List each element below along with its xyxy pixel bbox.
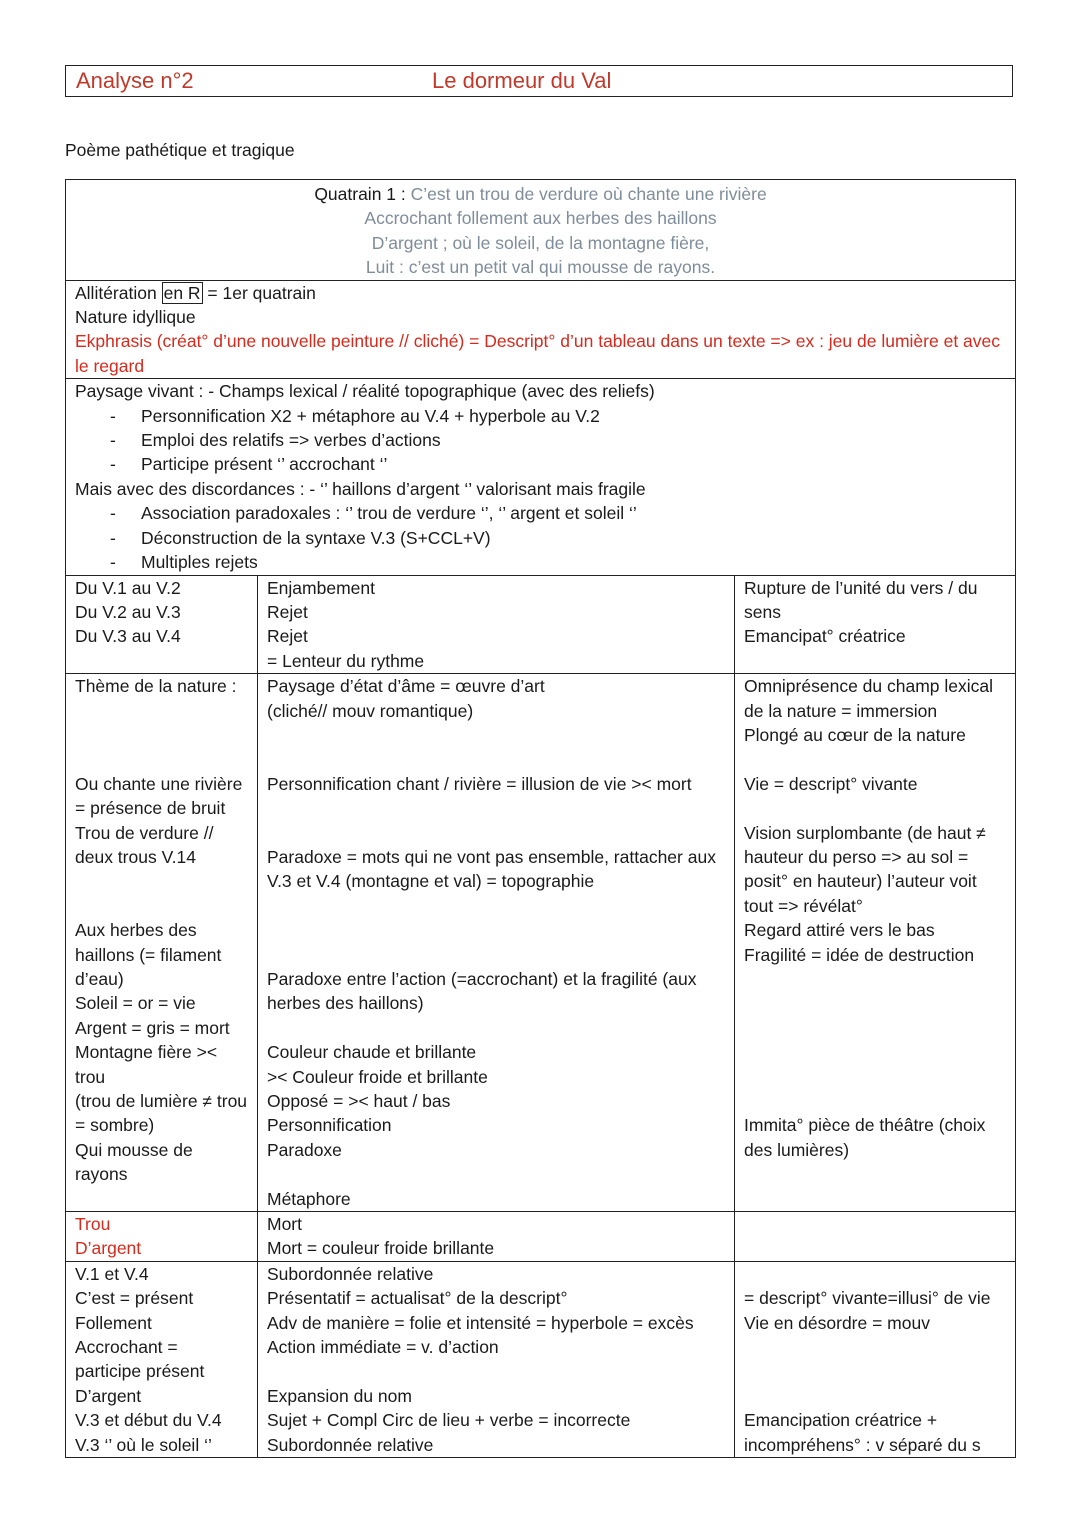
table-cell — [735, 575, 1016, 674]
list-item: - Participe présent ‘’ accrochant ‘’ — [75, 452, 1006, 476]
cell-line: = descript° vivante=illusi° de vie — [744, 1288, 991, 1309]
cell-line: Regard attiré vers le bas — [744, 920, 935, 941]
cell-line — [75, 747, 248, 771]
cell-line: Thème de la nature : — [75, 676, 237, 697]
cell-line — [267, 821, 725, 845]
table-cell — [735, 1211, 1016, 1261]
landscape-list-2 — [75, 501, 1006, 574]
cell-line — [744, 747, 1006, 771]
subtitle: Poème pathétique et tragique — [65, 140, 295, 160]
cell-line — [267, 894, 725, 918]
figures-row — [66, 280, 1016, 379]
table-cell — [66, 575, 258, 674]
cell-line: V.3 ‘’ où le soleil ‘’ — [75, 1434, 212, 1455]
cell-line: Paradoxe — [267, 1139, 342, 1160]
cell-line: Qui mousse de rayons — [75, 1139, 193, 1185]
cell-line — [267, 1162, 725, 1186]
cell-line: (trou de lumière ≠ trou = sombre) — [75, 1090, 248, 1136]
quatrain-line-1: C’est un trou de verdure où chante une rivière — [410, 184, 767, 204]
cell-line: (cliché// mouv romantique) — [267, 700, 474, 721]
cell-line — [267, 723, 725, 747]
cell-line — [267, 1359, 725, 1383]
cell-line: Rupture de l’unité du vers / du sens — [744, 577, 978, 622]
cell-line — [744, 1359, 1006, 1383]
cell-line: Aux herbes des haillons (= filament d’eau) — [75, 920, 222, 989]
quatrain-line-4: Luit : c’est un petit val qui mousse de rayons. — [365, 257, 716, 278]
cell-line: Paradoxe = mots qui ne vont pas ensemble, rattacher aux V.3 et V.4 (montagne et val) = topographie — [267, 846, 716, 892]
list-item: - Personnification X2 + métaphore au V.4 + hyperbole au V.2 — [75, 404, 1006, 428]
cell-line — [267, 1016, 725, 1040]
cell-line: Vie = descript° vivante — [744, 773, 918, 794]
cell-line: Présentatif = actualisat° de la descript° — [267, 1288, 568, 1309]
discordances-line: Mais avec des discordances : - ‘’ haillons d’argent ‘’ valorisant mais fragile — [75, 478, 646, 499]
cell-line — [744, 967, 1006, 991]
table-cell — [66, 674, 258, 1212]
cell-line: D’argent — [75, 1238, 142, 1259]
alliteration-sound: en R — [163, 282, 201, 303]
cell-line: Trou de verdure // deux trous V.14 — [75, 822, 214, 867]
table-cell — [66, 1261, 258, 1457]
quatrain-row — [66, 180, 1016, 281]
landscape-list-1 — [75, 404, 1006, 477]
landscape-cell — [66, 379, 1016, 575]
cell-line: Soleil = or = vie — [75, 993, 196, 1014]
cell-line: D’argent — [75, 1385, 142, 1406]
cell-line — [267, 918, 725, 942]
table-cell — [735, 674, 1016, 1212]
cell-line: Opposé = >< haut / bas — [267, 1090, 451, 1111]
cell-line — [744, 991, 1006, 1015]
cell-line — [267, 747, 725, 771]
table-row — [66, 1261, 1016, 1457]
table-row — [66, 674, 1016, 1212]
cell-line: = Lenteur du rythme — [267, 650, 425, 671]
cell-line: Emancipat° créatrice — [744, 626, 906, 647]
cell-line: Rejet — [267, 601, 308, 622]
analysis-number: Analyse n°2 — [76, 68, 194, 93]
cell-line: Paradoxe entre l’action (=accrochant) et la fragilité (aux herbes des haillons) — [267, 968, 697, 1014]
quatrain-line-3: D’argent ; où le soleil, de la montagne fière, — [371, 232, 710, 253]
table-cell — [258, 575, 735, 674]
cell-line: Paysage d’état d’âme = œuvre d’art — [267, 676, 545, 697]
table-cell — [258, 1261, 735, 1457]
cell-line: Follement — [75, 1312, 152, 1333]
cell-line: Accrochant = participe présent — [75, 1336, 205, 1382]
landscape-intro: Paysage vivant : - Champs lexical / réalité topographique (avec des reliefs) — [75, 381, 655, 402]
cell-line: Du V.1 au V.2 — [75, 577, 181, 598]
table-row — [66, 1211, 1016, 1261]
cell-line — [744, 796, 1006, 820]
cell-line: Emancipation créatrice + incompréhens° : v séparé du s — [744, 1410, 981, 1455]
cell-line — [267, 796, 725, 820]
quatrain-line-2: Accrochant follement aux herbes des haillons — [364, 208, 717, 229]
cell-line: C’est = présent — [75, 1288, 194, 1309]
list-item: - Association paradoxales : ‘’ trou de verdure ‘’, ‘’ argent et soleil ‘’ — [75, 501, 1006, 525]
cell-line: Du V.3 au V.4 — [75, 626, 181, 647]
cell-line — [75, 869, 248, 893]
alliteration-label: Allitération — [75, 282, 157, 303]
cell-line: Immita° pièce de théâtre (choix des lumières) — [744, 1115, 986, 1160]
cell-line — [744, 1262, 1006, 1286]
alliteration-scope: = 1er quatrain — [202, 282, 316, 303]
analysis-table — [65, 179, 1016, 1458]
cell-line: Argent = gris = mort — [75, 1017, 230, 1038]
cell-line — [267, 943, 725, 967]
cell-line — [744, 1089, 1006, 1113]
cell-line: Rejet — [267, 626, 308, 647]
cell-line: Montagne fière >< trou — [75, 1042, 218, 1087]
cell-line: Plongé au cœur de la nature — [744, 724, 966, 745]
cell-line: Métaphore — [267, 1188, 351, 1209]
cell-line — [75, 699, 248, 723]
cell-line: Du V.2 au V.3 — [75, 601, 181, 622]
cell-line: Vision surplombante (de haut ≠ hauteur du perso => au sol = posit° en hauteur) l’auteur voit tout => révélat° — [744, 822, 986, 916]
cell-line — [744, 1335, 1006, 1359]
cell-line: Action immédiate = v. d’action — [267, 1336, 499, 1357]
cell-line: V.3 et début du V.4 — [75, 1410, 222, 1431]
cell-line — [744, 1040, 1006, 1064]
table-row — [66, 575, 1016, 674]
cell-line — [75, 894, 248, 918]
cell-line: Mort — [267, 1213, 302, 1234]
nature-line: Nature idyllique — [75, 307, 196, 328]
analysis-rows — [66, 575, 1016, 1457]
cell-line: Vie en désordre = mouv — [744, 1312, 930, 1333]
quatrain-label: Quatrain 1 : — [314, 184, 406, 204]
cell-line: Adv de manière = folie et intensité = hyperbole = excès — [267, 1312, 694, 1333]
quatrain-cell — [66, 180, 1016, 281]
poem-title: Le dormeur du Val — [432, 68, 612, 93]
cell-line: >< Couleur froide et brillante — [267, 1066, 488, 1087]
cell-line: Sujet + Compl Circ de lieu + verbe = incorrecte — [267, 1410, 631, 1431]
cell-line: Ou chante une rivière = présence de bruit — [75, 773, 243, 819]
table-cell — [258, 674, 735, 1212]
cell-line: Fragilité = idée de destruction — [744, 944, 975, 965]
header-box — [65, 65, 1013, 97]
cell-line — [744, 1384, 1006, 1408]
landscape-row — [66, 379, 1016, 575]
cell-line: Subordonnée relative — [267, 1434, 434, 1455]
table-cell — [66, 1211, 258, 1261]
cell-line: Mort = couleur froide brillante — [267, 1238, 495, 1259]
alliteration-line — [75, 281, 1006, 305]
cell-line — [744, 1016, 1006, 1040]
figures-cell — [66, 280, 1016, 379]
cell-line: V.1 et V.4 — [75, 1263, 149, 1284]
cell-line: Personnification chant / rivière = illusion de vie >< mort — [267, 773, 692, 794]
cell-line: Omniprésence du champ lexical de la nature = immersion — [744, 676, 994, 721]
cell-line: Expansion du nom — [267, 1385, 412, 1406]
cell-line: Subordonnée relative — [267, 1263, 434, 1284]
cell-line: Trou — [75, 1213, 111, 1234]
ekphrasis-line: Ekphrasis (créat° d’une nouvelle peinture // cliché) = Descript° d’un tableau dans un texte => ex : jeu de lumière et avec le regard — [75, 331, 1001, 376]
cell-line: Enjambement — [267, 577, 375, 598]
table-cell — [735, 1261, 1016, 1457]
list-item: - Multiples rejets — [75, 550, 1006, 574]
cell-line — [75, 723, 248, 747]
table-cell — [258, 1211, 735, 1261]
cell-line: Couleur chaude et brillante — [267, 1042, 477, 1063]
cell-line: Personnification — [267, 1115, 392, 1136]
cell-line — [744, 1065, 1006, 1089]
list-item: - Déconstruction de la syntaxe V.3 (S+CCL+V) — [75, 526, 1006, 550]
list-item: - Emploi des relatifs => verbes d’actions — [75, 428, 1006, 452]
